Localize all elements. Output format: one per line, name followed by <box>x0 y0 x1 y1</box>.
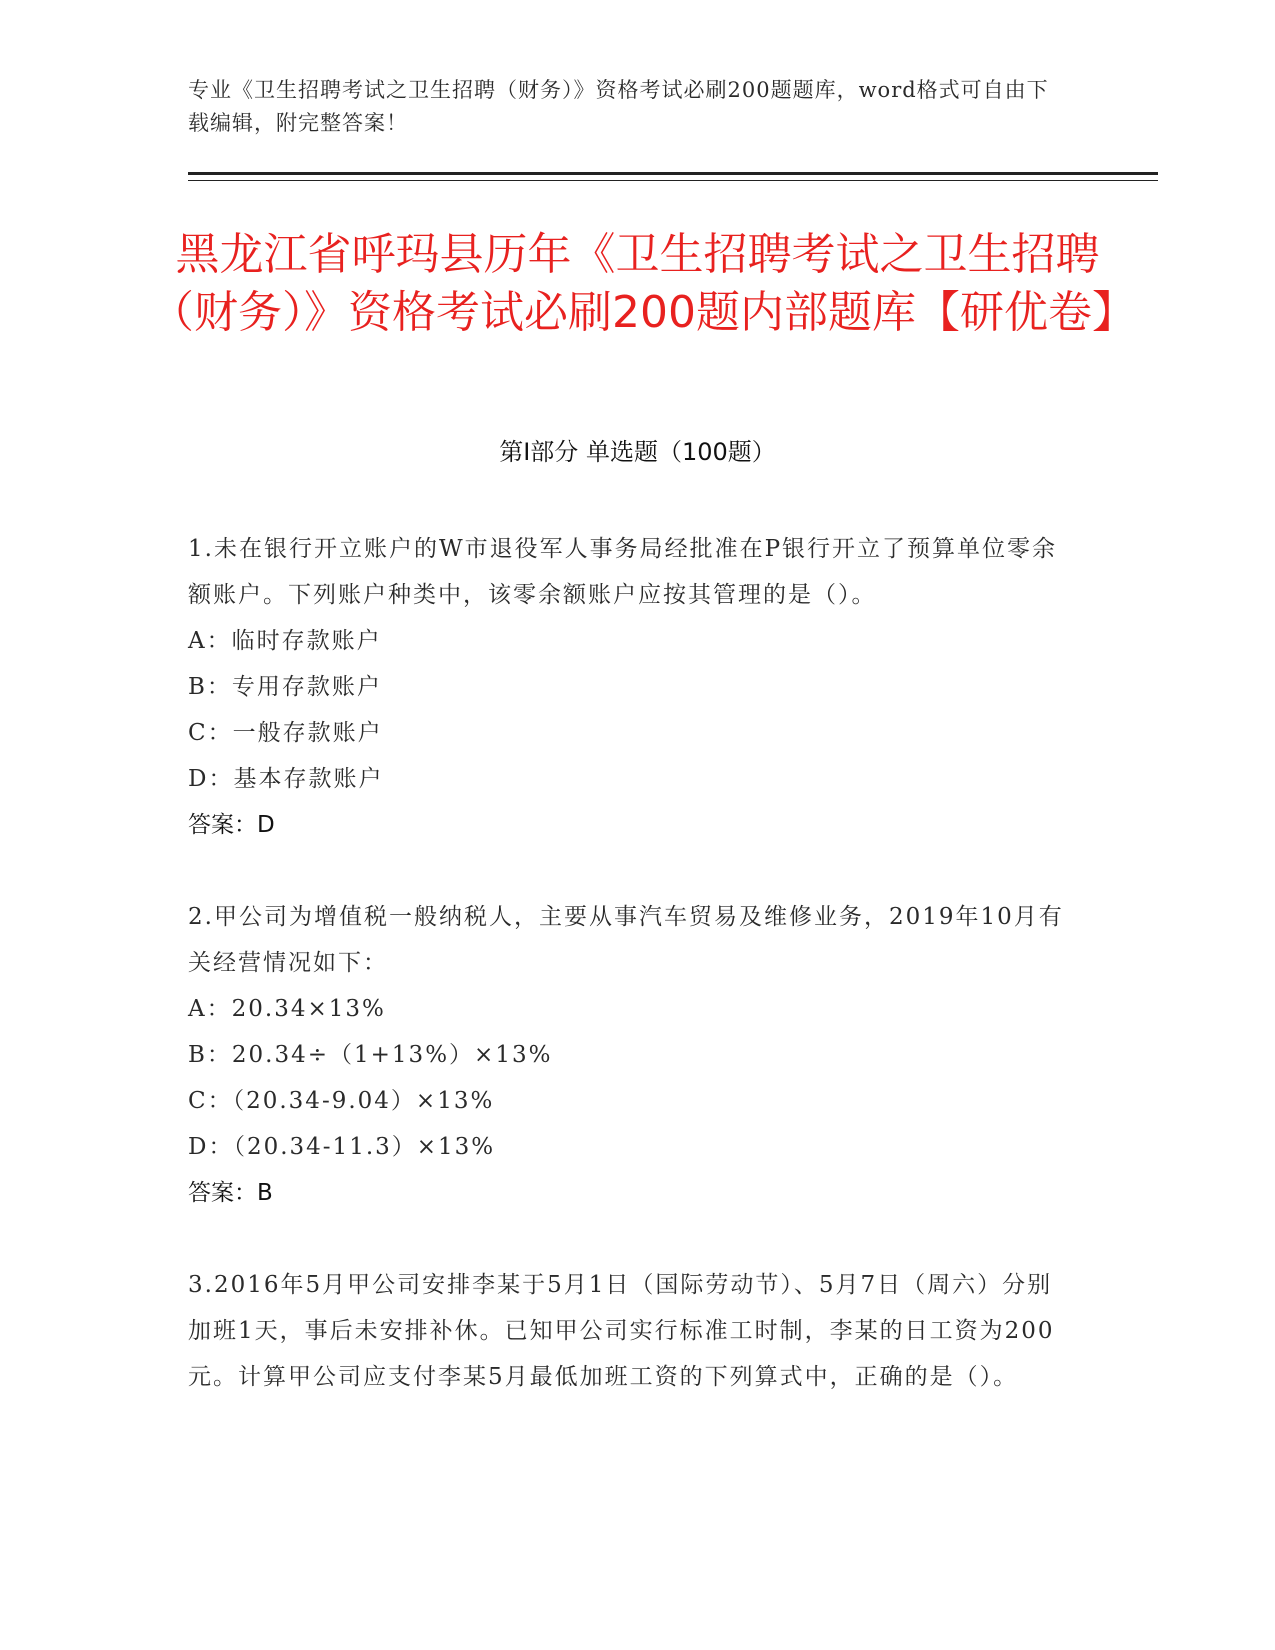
question-list <box>188 526 1068 1446</box>
question-3 <box>188 1262 1068 1400</box>
section-title: 第Ⅰ部分 单选题（100题） <box>499 438 776 466</box>
option-c: C：（20.34-9.04）×13% <box>188 1088 495 1114</box>
option-a: A：临时存款账户 <box>188 628 382 654</box>
option-b: B：20.34÷（1+13%）×13% <box>188 1042 553 1068</box>
document-title: 黑龙江省呼玛县历年《卫生招聘考试之卫生招聘（财务）》资格考试必刷200题内部题库【研优卷】 <box>150 229 1136 338</box>
option-d: D：（20.34-11.3）×13% <box>188 1134 496 1160</box>
question-stem: 3.2016年5月甲公司安排李某于5月1日（国际劳动节）、5月7日（周六）分别加班1天，事后未安排补休。已知甲公司实行标准工时制，李某的日工资为200元。计算甲公司应支付李某5月最低加班工资的下列算式中，正确的是（）。 <box>188 1272 1055 1390</box>
option-d: D：基本存款账户 <box>188 766 384 792</box>
option-b: B：专用存款账户 <box>188 674 382 700</box>
question-stem: 2.甲公司为增值税一般纳税人，主要从事汽车贸易及维修业务，2019年10月有关经营情况如下： <box>188 904 1064 976</box>
question-1 <box>188 526 1068 848</box>
answer: 答案：B <box>188 1180 273 1206</box>
option-c: C：一般存款账户 <box>188 720 383 746</box>
question-2 <box>188 894 1068 1216</box>
answer: 答案：D <box>188 812 275 838</box>
question-stem: 1.未在银行开立账户的W市退役军人事务局经批准在P银行开立了预算单位零余额账户。下列账户种类中，该零余额账户应按其管理的是（）。 <box>188 536 1058 608</box>
header-rule-thick <box>188 172 1158 175</box>
option-a: A：20.34×13% <box>188 996 386 1022</box>
header-note: 专业《卫生招聘考试之卫生招聘（财务）》资格考试必刷200题题库，word格式可自由下载编辑，附完整答案！ <box>188 78 1049 135</box>
header-rule-thin <box>188 180 1158 181</box>
